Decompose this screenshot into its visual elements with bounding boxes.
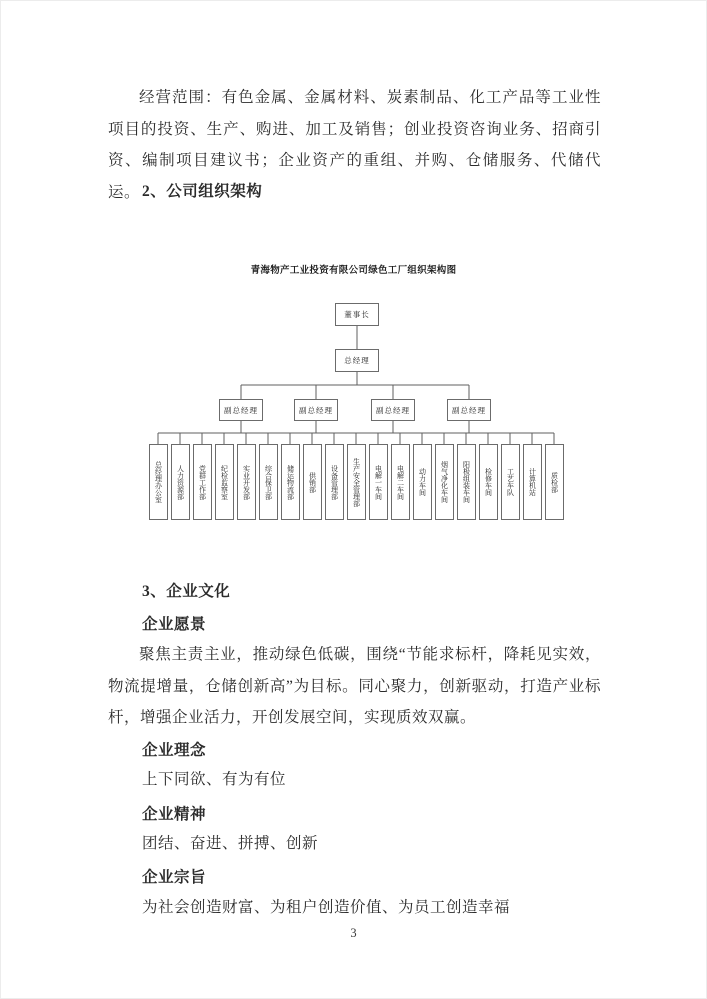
org-box-department: 计算机站 xyxy=(523,444,542,520)
org-box-department: 工艺车队 xyxy=(501,444,520,520)
org-box-department: 生产安全管理部 xyxy=(347,444,366,520)
section-3-heading: 3、企业文化 xyxy=(142,583,231,600)
business-scope-paragraph: 经营范围：有色金属、金属材料、炭素制品、化工产品等工业性项目的投资、生产、购进、加工及销售；创业投资咨询业务、招商引资、编制项目建议书；企业资产的重组、并购、仓储服务、代储代运。 xyxy=(108,89,601,201)
org-box-department: 总经理办公室 xyxy=(149,444,168,520)
org-box-deputy-gm: 副总经理 xyxy=(294,399,338,421)
org-box-deputy-gm: 副总经理 xyxy=(219,399,263,421)
org-box-department: 电解一车间 xyxy=(369,444,388,520)
philosophy-text: 上下同欲、有为有位 xyxy=(142,771,287,788)
org-box-department: 设备管理部 xyxy=(325,444,344,520)
org-box-deputy-gm: 副总经理 xyxy=(371,399,415,421)
org-box-department: 储运物流部 xyxy=(281,444,300,520)
philosophy-label: 企业理念 xyxy=(142,742,207,759)
section-2-heading: 2、公司组织架构 xyxy=(142,183,263,200)
purpose-label: 企业宗旨 xyxy=(142,869,207,886)
org-box-department: 质检部 xyxy=(545,444,564,520)
org-box-department: 电解二车间 xyxy=(391,444,410,520)
vision-label: 企业愿景 xyxy=(142,616,207,633)
org-box-department: 动力车间 xyxy=(413,444,432,520)
org-box-department: 纪检监察室 xyxy=(215,444,234,520)
spirit-text: 团结、奋进、拼搏、创新 xyxy=(142,835,319,852)
org-box-department: 实业开发部 xyxy=(237,444,256,520)
org-box-department: 供销部 xyxy=(303,444,322,520)
org-box-general-manager: 总经理 xyxy=(335,349,379,372)
purpose-text: 为社会创造财富、为租户创造价值、为员工创造幸福 xyxy=(142,899,511,916)
org-box-deputy-gm: 副总经理 xyxy=(447,399,491,421)
org-chart-title: 青海物产工业投资有限公司绿色工厂组织架构图 xyxy=(250,265,457,276)
org-box-chairman: 董事长 xyxy=(335,303,379,326)
org-box-department: 人力资源部 xyxy=(171,444,190,520)
org-box-department: 阳极组装车间 xyxy=(457,444,476,520)
org-box-department: 检修车间 xyxy=(479,444,498,520)
page-number: 3 xyxy=(350,926,357,940)
org-box-department: 烟气净化车间 xyxy=(435,444,454,520)
spirit-label: 企业精神 xyxy=(142,806,207,823)
org-box-department: 党群工作部 xyxy=(193,444,212,520)
org-box-department: 综合保卫部 xyxy=(259,444,278,520)
vision-paragraph: 聚焦主责主业，推动绿色低碳，围绕“节能求标杆，降耗见实效，物流提增量，仓储创新高”为目标。同心聚力，创新驱动，打造产业标杆，增强企业活力，开创发展空间，实现质效双赢。 xyxy=(108,646,601,726)
